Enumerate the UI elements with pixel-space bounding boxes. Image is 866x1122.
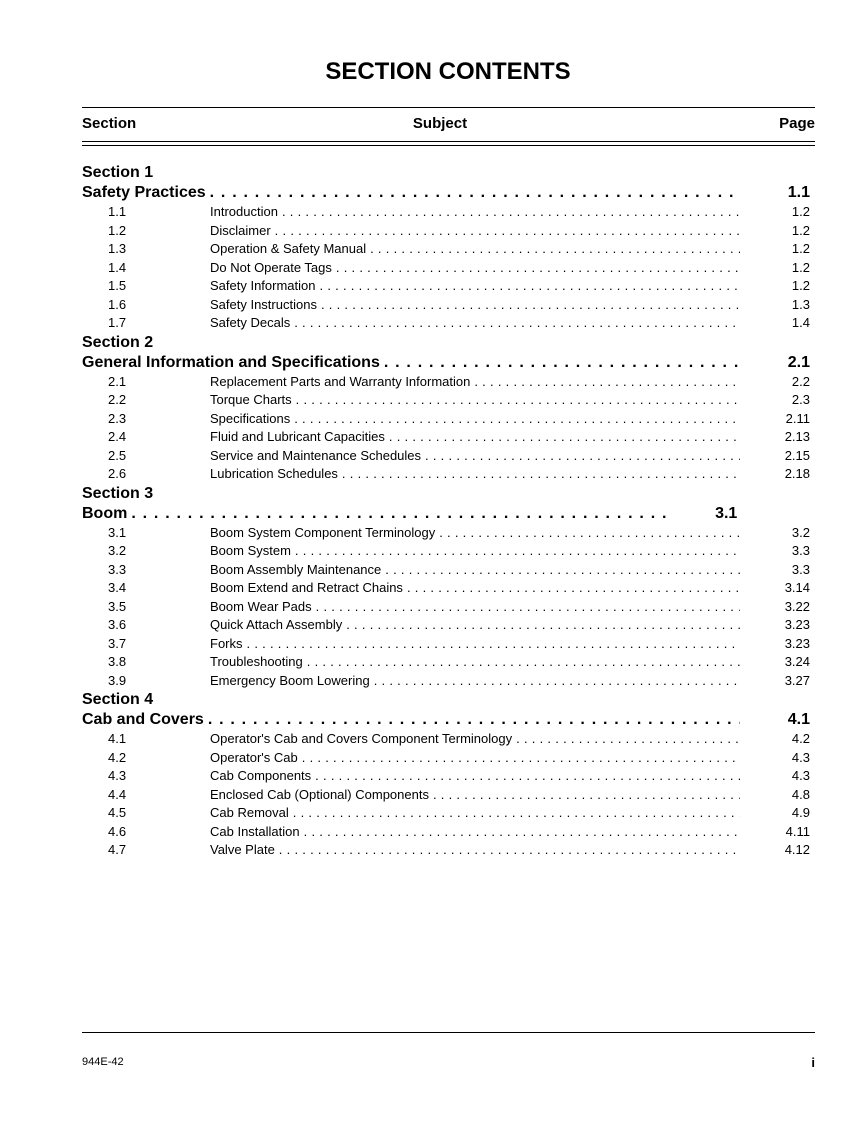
entry-title: Operator's Cab and Covers Component Terminology xyxy=(210,731,513,746)
entry-number: 1.4 xyxy=(108,259,127,275)
entry-title: Cab Removal xyxy=(210,805,289,820)
toc-entry[interactable] xyxy=(82,277,810,296)
entry-number: 3.9 xyxy=(108,672,127,688)
section-heading-row[interactable] xyxy=(82,710,810,730)
toc-entry[interactable] xyxy=(82,672,810,691)
dot-leader xyxy=(312,598,740,617)
entry-number: 1.3 xyxy=(108,241,127,256)
dot-leader xyxy=(278,203,740,222)
entry-page: 3.2 xyxy=(791,524,810,540)
dot-leader xyxy=(292,391,740,410)
entry-title: Operation & Safety Manual xyxy=(210,241,367,256)
entry-title: Lubrication Schedules xyxy=(210,466,338,481)
entry-title: Cab Components xyxy=(210,768,312,783)
dot-leader xyxy=(290,314,740,333)
entry-page: 2.3 xyxy=(791,392,810,407)
dot-leader xyxy=(206,183,740,203)
toc-entry[interactable] xyxy=(82,259,810,278)
dot-leader xyxy=(342,616,740,635)
entry-title: Torque Charts xyxy=(210,392,292,407)
footer-rule xyxy=(82,1032,815,1033)
section-title: Safety Practices xyxy=(82,184,206,201)
column-header-section: Section xyxy=(82,115,137,132)
dot-leader xyxy=(338,465,740,484)
toc-entry[interactable] xyxy=(82,524,810,543)
entry-number: 4.6 xyxy=(108,823,127,839)
entry-title: Valve Plate xyxy=(210,842,275,857)
entry-page: 2.18 xyxy=(784,466,810,481)
section-label: Section 4 xyxy=(82,691,154,708)
toc-entry[interactable] xyxy=(82,749,810,768)
entry-title: Forks xyxy=(210,635,243,651)
entry-page: 1.2 xyxy=(791,241,810,256)
toc-entry[interactable] xyxy=(82,730,810,749)
entry-title: Boom Extend and Retract Chains xyxy=(210,580,403,595)
entry-page: 2.13 xyxy=(784,429,810,444)
entry-title: Specifications xyxy=(210,410,291,426)
entry-number: 1.5 xyxy=(108,278,127,293)
column-header-page: Page xyxy=(779,115,815,132)
entry-title: Quick Attach Assembly xyxy=(210,617,343,632)
section-page: 2.1 xyxy=(787,353,810,371)
column-header-subject: Subject xyxy=(412,115,468,132)
page-title: SECTION CONTENTS xyxy=(325,58,571,85)
entry-title: Boom Assembly Maintenance xyxy=(210,561,382,577)
toc-entry[interactable] xyxy=(82,428,810,447)
entry-page: 3.23 xyxy=(784,635,810,651)
entry-page: 3.14 xyxy=(784,580,810,595)
dot-leader xyxy=(380,353,740,373)
entry-title: Safety Decals xyxy=(210,315,291,330)
entry-page: 4.12 xyxy=(784,842,810,857)
entry-number: 1.1 xyxy=(108,204,127,219)
entry-title: Boom System Component Terminology xyxy=(210,524,436,540)
entry-number: 1.2 xyxy=(108,222,127,238)
entry-page: 1.2 xyxy=(791,222,810,238)
entry-number: 4.7 xyxy=(108,842,127,857)
entry-page: 4.2 xyxy=(791,731,810,746)
entry-number: 3.5 xyxy=(108,598,127,614)
toc-entry[interactable] xyxy=(82,841,810,860)
entry-title: Do Not Operate Tags xyxy=(210,259,332,275)
entry-number: 4.3 xyxy=(108,768,127,783)
entry-number: 2.6 xyxy=(108,466,127,481)
document-code: 944E-42 xyxy=(82,1056,124,1068)
toc-entry[interactable] xyxy=(82,391,810,410)
toc-entry[interactable] xyxy=(82,447,810,466)
dot-leader xyxy=(271,222,740,241)
entry-page: 4.9 xyxy=(791,805,810,820)
entry-title: Emergency Boom Lowering xyxy=(210,672,370,688)
entry-number: 2.4 xyxy=(108,429,127,444)
table-of-contents xyxy=(82,163,810,860)
toc-entry[interactable] xyxy=(82,598,810,617)
entry-number: 3.8 xyxy=(108,654,127,669)
header-bottom-rule-1 xyxy=(82,141,815,142)
entry-number: 3.6 xyxy=(108,617,127,632)
toc-entry[interactable] xyxy=(82,296,810,315)
entry-title: Enclosed Cab (Optional) Components xyxy=(210,786,429,802)
dot-leader xyxy=(435,524,740,543)
entry-number: 2.2 xyxy=(108,392,127,407)
section-page: 3.1 xyxy=(715,504,738,522)
section-label: Section 2 xyxy=(82,333,154,351)
toc-entry[interactable] xyxy=(82,616,810,635)
toc-entry[interactable] xyxy=(82,767,810,786)
dot-leader xyxy=(311,767,740,786)
toc-entry[interactable] xyxy=(82,804,810,823)
toc-entry[interactable] xyxy=(82,561,810,580)
entry-title: Cab Installation xyxy=(210,823,300,839)
dot-leader xyxy=(470,373,740,392)
section-label: Section 3 xyxy=(82,484,154,502)
entry-title: Operator's Cab xyxy=(210,749,298,765)
header-top-rule xyxy=(82,107,815,108)
entry-page: 3.24 xyxy=(784,654,810,669)
entry-page: 3.3 xyxy=(791,561,810,577)
toc-entry[interactable] xyxy=(82,823,810,842)
entry-page: 1.2 xyxy=(791,259,810,275)
entry-number: 2.5 xyxy=(108,447,127,463)
dot-leader xyxy=(291,542,740,561)
toc-entry[interactable] xyxy=(82,579,810,598)
entry-title: Service and Maintenance Schedules xyxy=(210,447,422,463)
entry-title: Safety Instructions xyxy=(210,296,317,312)
entry-page: 4.3 xyxy=(791,749,810,765)
dot-leader xyxy=(275,841,740,860)
entry-page: 4.3 xyxy=(791,768,810,783)
dot-leader xyxy=(370,672,740,691)
page-number: i xyxy=(811,1055,815,1070)
entry-number: 1.7 xyxy=(108,315,127,330)
entry-number: 3.4 xyxy=(108,580,127,595)
section-heading-row[interactable] xyxy=(82,504,810,524)
section-heading-row[interactable] xyxy=(82,183,810,203)
dot-leader xyxy=(127,504,667,524)
entry-number: 4.2 xyxy=(108,749,127,765)
toc-entry[interactable] xyxy=(82,203,810,222)
dot-leader xyxy=(512,730,740,749)
entry-page: 2.15 xyxy=(784,447,810,463)
dot-leader xyxy=(243,635,741,654)
section-title: General Information and Specifications xyxy=(82,353,380,371)
dot-leader xyxy=(317,296,740,315)
section-heading-row[interactable] xyxy=(82,353,810,373)
entry-page: 3.22 xyxy=(784,598,810,614)
toc-entry[interactable] xyxy=(82,653,810,672)
dot-leader xyxy=(316,277,741,296)
entry-page: 3.3 xyxy=(791,543,810,558)
entry-page: 2.2 xyxy=(791,373,810,389)
dot-leader xyxy=(385,428,740,447)
entry-number: 4.5 xyxy=(108,805,127,820)
entry-page: 1.2 xyxy=(791,278,810,293)
entry-number: 4.1 xyxy=(108,731,127,746)
section-page: 1.1 xyxy=(787,184,810,201)
entry-title: Boom Wear Pads xyxy=(210,598,312,614)
toc-entry[interactable] xyxy=(82,240,810,259)
dot-leader xyxy=(429,786,740,805)
toc-entry[interactable] xyxy=(82,465,810,484)
entry-title: Replacement Parts and Warranty Information xyxy=(210,373,471,389)
toc-entry[interactable] xyxy=(82,635,810,654)
entry-title: Disclaimer xyxy=(210,222,271,238)
entry-title: Troubleshooting xyxy=(210,654,303,669)
section-title: Boom xyxy=(82,504,128,522)
entry-number: 1.6 xyxy=(108,296,127,312)
toc-entry[interactable] xyxy=(82,542,810,561)
dot-leader xyxy=(298,749,740,768)
entry-page: 1.2 xyxy=(791,204,810,219)
toc-entry[interactable] xyxy=(82,222,810,241)
entry-number: 3.2 xyxy=(108,543,127,558)
entry-title: Introduction xyxy=(210,204,278,219)
entry-page: 4.11 xyxy=(785,823,810,839)
section-label: Section 1 xyxy=(82,164,154,181)
entry-number: 2.1 xyxy=(108,373,127,389)
entry-title: Boom System xyxy=(210,543,291,558)
toc-entry[interactable] xyxy=(82,373,810,392)
entry-number: 4.4 xyxy=(108,786,127,802)
header-bottom-rule-2 xyxy=(82,145,815,146)
entry-page: 3.27 xyxy=(784,672,810,688)
dot-leader xyxy=(204,710,740,730)
entry-number: 2.3 xyxy=(108,410,127,426)
dot-leader xyxy=(403,579,740,598)
dot-leader xyxy=(421,447,740,466)
section-page: 4.1 xyxy=(787,711,810,728)
toc-entry[interactable] xyxy=(82,314,810,333)
entry-page: 2.11 xyxy=(785,410,810,426)
dot-leader xyxy=(381,561,740,580)
toc-entry[interactable] xyxy=(82,410,810,429)
dot-leader xyxy=(366,240,740,259)
entry-page: 1.4 xyxy=(791,315,810,330)
dot-leader xyxy=(300,823,740,842)
entry-page: 3.23 xyxy=(784,617,810,632)
dot-leader xyxy=(289,804,740,823)
dot-leader xyxy=(332,259,740,278)
dot-leader xyxy=(290,410,740,429)
toc-entry[interactable] xyxy=(82,786,810,805)
entry-page: 1.3 xyxy=(791,296,810,312)
entry-title: Fluid and Lubricant Capacities xyxy=(210,429,385,444)
dot-leader xyxy=(303,653,740,672)
entry-title: Safety Information xyxy=(210,278,316,293)
entry-number: 3.1 xyxy=(108,524,127,540)
entry-number: 3.7 xyxy=(108,635,127,651)
entry-number: 3.3 xyxy=(108,561,127,577)
entry-page: 4.8 xyxy=(791,786,810,802)
section-title: Cab and Covers xyxy=(82,711,204,728)
